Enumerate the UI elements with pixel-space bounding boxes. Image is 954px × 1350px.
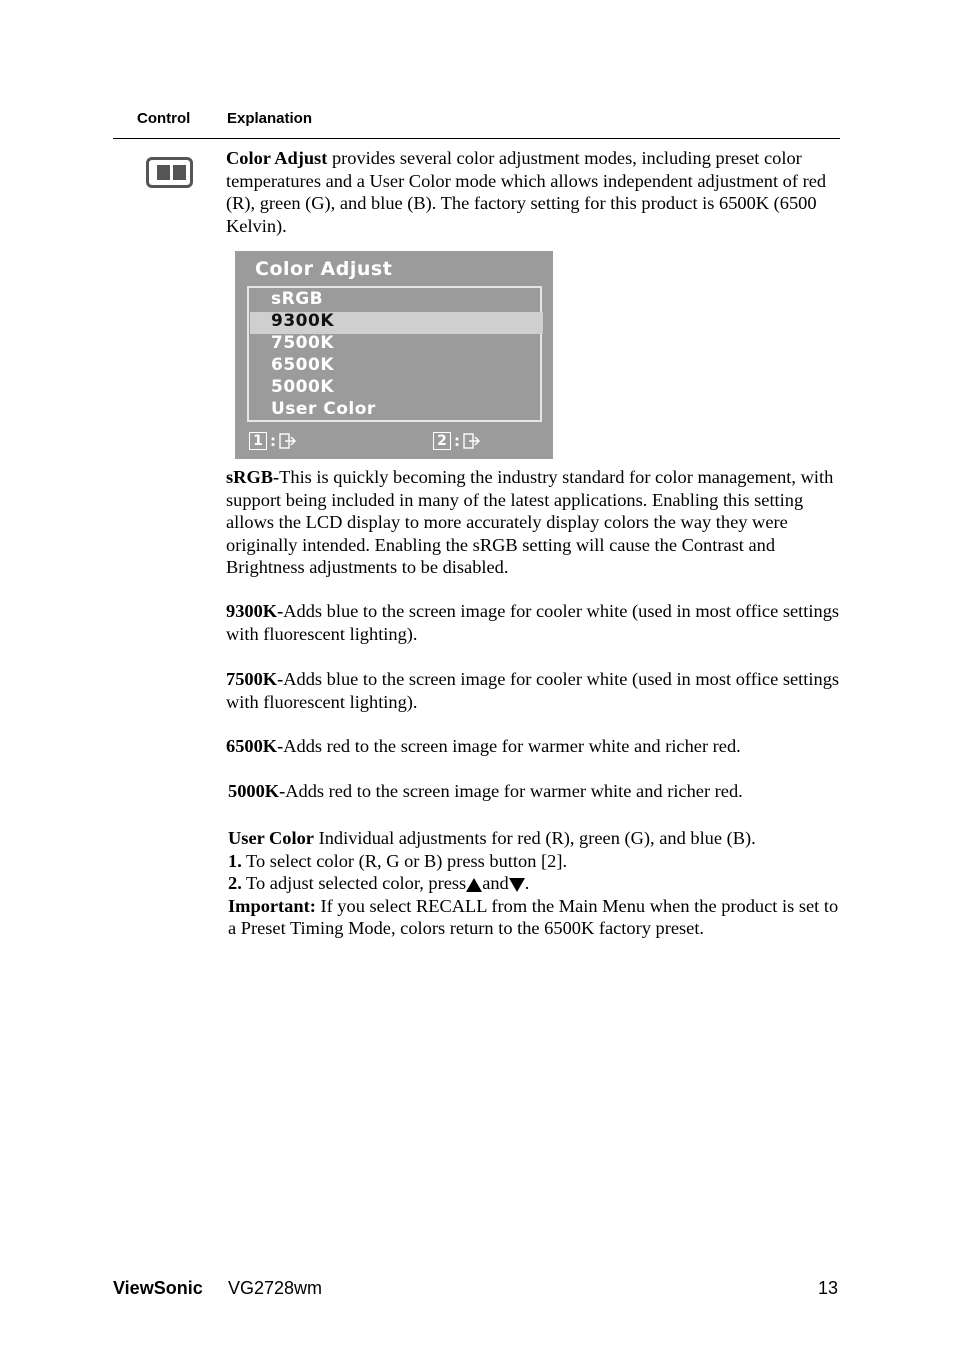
button-1-separator: : — [270, 432, 276, 450]
up-arrow-icon — [466, 878, 482, 892]
mode-5000k-paragraph — [228, 780, 843, 803]
step-1-number: 1. — [228, 850, 242, 871]
mode-text: Adds blue to the screen image for cooler white (used in most office settings with fluorescent lighting). — [226, 601, 840, 644]
header-rule — [113, 138, 840, 139]
osd-footer-button-1[interactable] — [249, 432, 297, 450]
button-2-separator: : — [454, 432, 460, 450]
osd-title: Color Adjust — [255, 258, 393, 280]
column-header-explanation: Explanation — [227, 110, 313, 127]
page-number: 13 — [818, 1278, 839, 1298]
step-1 — [228, 850, 840, 873]
user-color-section — [228, 827, 840, 940]
column-header-control: Control — [137, 110, 191, 127]
mode-term: 5000K- — [228, 781, 286, 801]
mode-text: Adds blue to the screen image for cooler white (used in most office settings with fluorescent lighting). — [226, 669, 840, 712]
color-adjust-icon — [146, 157, 193, 188]
mode-term: sRGB- — [226, 467, 280, 487]
osd-item-5000k[interactable]: 5000K — [271, 377, 334, 397]
mode-term: 6500K- — [226, 736, 284, 756]
exit-icon — [279, 433, 297, 449]
down-arrow-icon — [509, 878, 525, 892]
osd-footer-button-2[interactable] — [433, 432, 481, 450]
color-adjust-osd — [235, 251, 553, 459]
osd-item-srgb[interactable]: sRGB — [271, 289, 324, 309]
step-2-end: . — [524, 873, 530, 893]
mode-text: This is quickly becoming the industry standard for color management, with support being included in many of the latest applications. Enabling this setting allows the LCD display to more accurately display colors the way they were originally intended. Enabling the sRGB setting will cause the Contrast and Brightness adjustments to be disabled. — [226, 467, 834, 577]
footer-brand: ViewSonic — [113, 1278, 203, 1298]
intro-paragraph — [226, 147, 841, 237]
step-2-text: To adjust selected color, press — [241, 873, 467, 893]
footer-model: VG2728wm — [228, 1278, 323, 1298]
step-2-and: and — [482, 873, 509, 893]
osd-item-7500k[interactable]: 7500K — [271, 333, 334, 353]
step-1-text: To select color (R, G or B) press button [2]. — [241, 850, 568, 871]
mode-text: Adds red to the screen image for warmer white and richer red. — [285, 781, 743, 801]
osd-menu-list — [247, 286, 542, 422]
user-color-term: User Color — [228, 828, 314, 848]
color-adjust-icon-bar — [173, 165, 186, 180]
step-2-number: 2. — [228, 873, 242, 893]
mode-9300k-paragraph — [226, 600, 841, 645]
osd-item-6500k[interactable]: 6500K — [271, 355, 334, 375]
intro-text: provides several color adjustment modes, including preset color temperatures and a User Color mode which allows independent adjustment of red (R), green (G), and blue (B). The factory setting for this product is 6500K (6500 Kelvin). — [226, 148, 827, 236]
osd-item-user-color[interactable]: User Color — [271, 399, 376, 419]
important-label: Important: — [228, 895, 316, 916]
mode-term: 7500K- — [226, 669, 284, 689]
intro-term: Color Adjust — [226, 148, 328, 168]
osd-item-9300k[interactable]: 9300K — [271, 311, 334, 331]
user-color-text: Individual adjustments for red (R), green (G), and blue (B). — [313, 828, 756, 848]
button-1-key: 1 — [249, 432, 267, 450]
important-text: If you select RECALL from the Main Menu when the product is set to a Preset Timing Mode, colors return to the 6500K factory preset. — [228, 895, 839, 938]
enter-icon — [463, 433, 481, 449]
important-note — [228, 895, 840, 940]
mode-term: 9300K- — [226, 601, 284, 621]
mode-text: Adds red to the screen image for warmer white and richer red. — [283, 736, 741, 756]
color-adjust-icon-bar — [157, 165, 170, 180]
step-2 — [228, 872, 840, 895]
mode-7500k-paragraph — [226, 668, 841, 713]
mode-srgb-paragraph — [226, 466, 841, 579]
mode-6500k-paragraph — [226, 735, 841, 758]
user-color-line — [228, 827, 840, 850]
button-2-key: 2 — [433, 432, 451, 450]
